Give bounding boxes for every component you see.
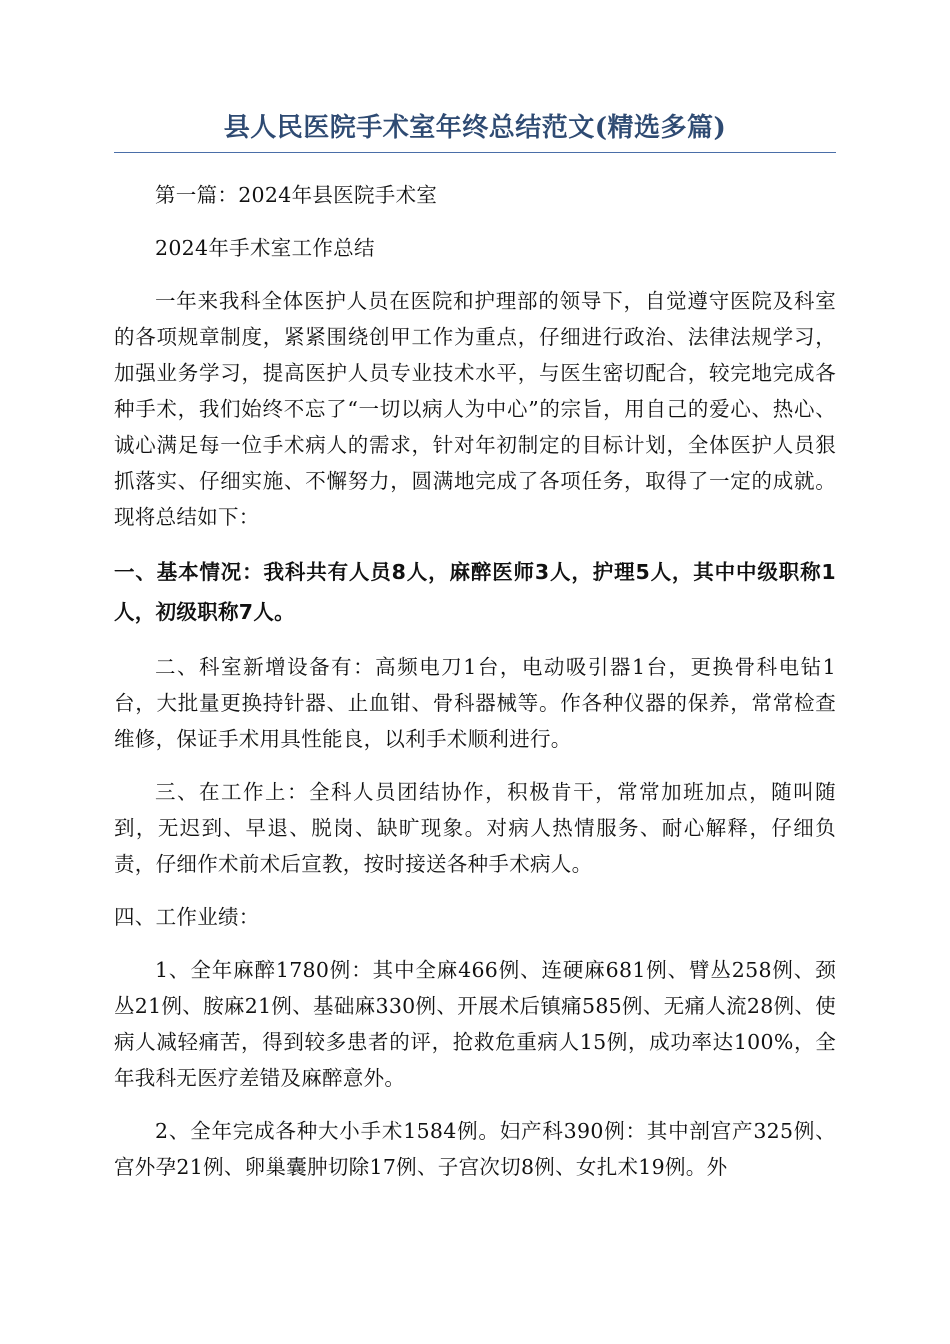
section-heading-part-one: 第一篇：2024年县医院手术室: [155, 183, 438, 207]
anesthesia-stats-paragraph: 1、全年麻醉1780例：其中全麻466例、连硬麻681例、臂丛258例、颈丛21例、胺麻21例、基础麻330例、开展术后镇痛585例、无痛人流28例、使病人减轻痛苦，得到较多患者的评，抢救危重病人15例，成功率达100%，全年我科无医疗差错及麻醉意外。: [114, 958, 836, 1090]
work-performance-heading: 四、工作业绩：: [114, 905, 260, 929]
basic-situation-paragraph: 一、基本情况：我科共有人员8人，麻醉医师3人，护理5人，其中中级职称1人，初级职称7人。: [114, 560, 836, 624]
document-page: [114, 108, 836, 1185]
work-attitude-paragraph: 三、在工作上：全科人员团结协作，积极肯干，常常加班加点，随叫随到，无迟到、早退、脱岗、缺旷现象。对病人热情服务、耐心解释，仔细负责，仔细作术前术后宣教，按时接送各种手术病人。: [114, 780, 836, 876]
surgery-stats-paragraph: 2、全年完成各种大小手术1584例。妇产科390例：其中剖宫产325例、宫外孕21例、卵巢囊肿切除17例、子宫次切8例、女扎术19例。外: [114, 1119, 836, 1179]
intro-paragraph: 一年来我科全体医护人员在医院和护理部的领导下，自觉遵守医院及科室的各项规章制度，紧紧围绕创甲工作为重点，仔细进行政治、法律法规学习，加强业务学习，提高医护人员专业技术水平，与医生密切配合，较完地完成各种手术，我们始终不忘了“一切以病人为中心”的宗旨，用自己的爱心、热心、诚心满足每一位手术病人的需求，针对年初制定的目标计划，全体医护人员狠抓落实、仔细实施、不懈努力，圆满地完成了各项任务，取得了一定的成就。现将总结如下：: [114, 289, 836, 529]
document-title: 县人民医院手术室年终总结范文(精选多篇): [114, 108, 836, 153]
summary-subtitle: 2024年手术室工作总结: [155, 236, 375, 260]
new-equipment-paragraph: 二、科室新增设备有：高频电刀1台，电动吸引器1台，更换骨科电钻1台，大批量更换持针器、止血钳、骨科器械等。作各种仪器的保养，常常检查维修，保证手术用具性能良，以利手术顺利进行。: [114, 655, 836, 751]
